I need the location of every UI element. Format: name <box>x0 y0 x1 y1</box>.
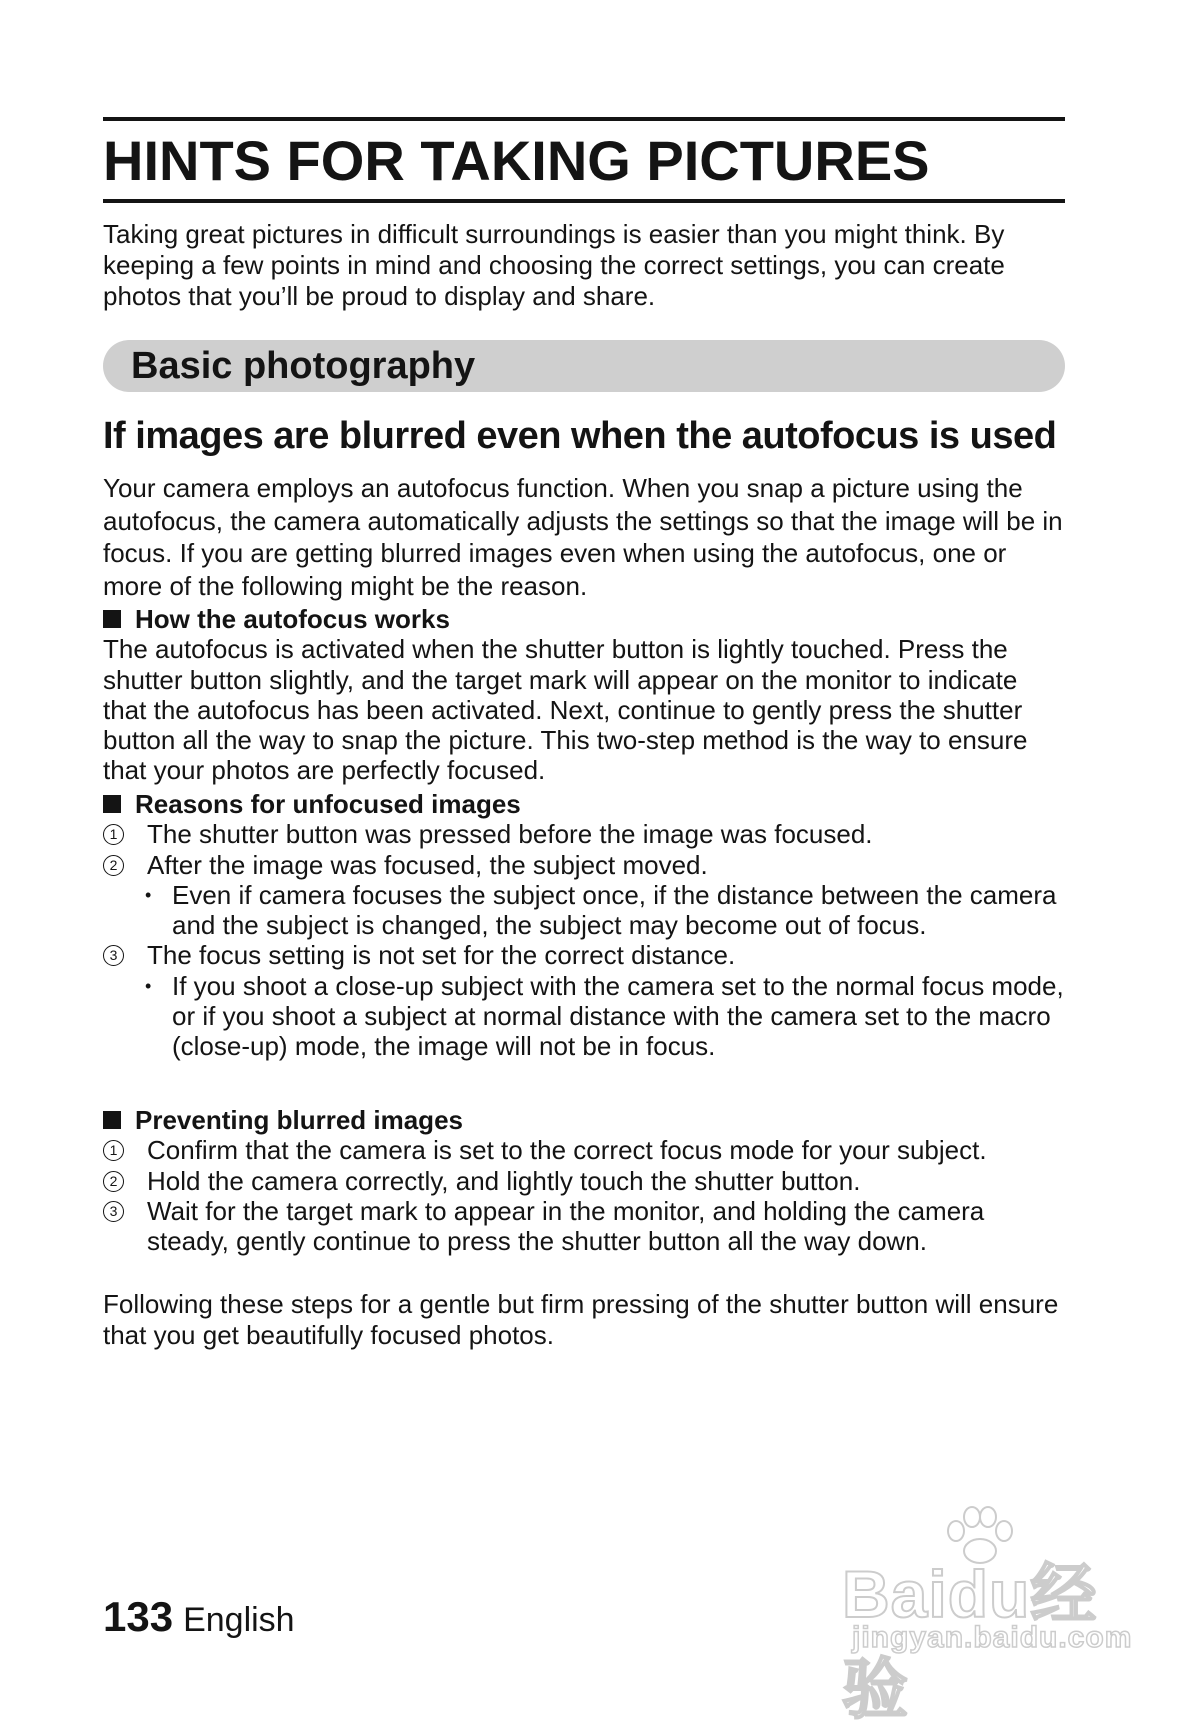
section-title: Basic photography <box>131 345 476 387</box>
page-title: HINTS FOR TAKING PICTURES <box>103 129 930 192</box>
subsection-title: If images are blurred even when the autofocus is used <box>103 415 1057 457</box>
circled-number-icon: 2 <box>103 855 124 876</box>
list-item: 3 The focus setting is not set for the correct distance. <box>103 940 1065 970</box>
list-item: 1 The shutter button was pressed before the image was focused. <box>103 819 1065 849</box>
square-bullet-icon <box>103 1111 121 1129</box>
list-item: 2 After the image was focused, the subject moved. <box>103 850 1065 880</box>
title-bottom-rule <box>103 199 1065 203</box>
how-autofocus-works-block <box>103 604 1065 786</box>
square-bullet-icon <box>103 610 121 628</box>
page-footer <box>103 1593 295 1641</box>
reasons-block <box>103 789 1065 1062</box>
how-text: The autofocus is activated when the shutter button is lightly touched. Press the shutter button slightly, and the target mark will appear on the monitor to indicate that the autofocus has been activated. Next, continue to gently press the shutter button all the way to snap the picture. This two-step method is the way to ensure that your photos are perfectly focused. <box>103 634 1028 786</box>
title-top-rule <box>103 117 1065 121</box>
page-number: 133 <box>103 1593 174 1640</box>
list-item: 3 Wait for the target mark to appear in the monitor, and holding the camera steady, gently continue to press the shutter button all the way down. <box>103 1196 1065 1257</box>
circled-number-icon: 3 <box>103 945 124 966</box>
sub-bullet: • If you shoot a close-up subject with the camera set to the normal focus mode, or if you shoot a subject at normal distance with the camera set to the macro (close-up) mode, the image will not be in focus. <box>145 970 1064 1062</box>
circled-number-icon: 2 <box>103 1171 124 1192</box>
bullet-dot-icon: • <box>145 884 152 905</box>
circled-number-icon: 1 <box>103 1140 124 1161</box>
section-header-band <box>103 340 1065 392</box>
watermark-url: jingyan.baidu.com <box>852 1621 1133 1654</box>
preventing-heading: Preventing blurred images <box>103 1105 1065 1135</box>
preventing-block <box>103 1105 1065 1256</box>
closing-paragraph: Following these steps for a gentle but firm pressing of the shutter button will ensure that you get beautifully focused photos. <box>103 1289 1059 1350</box>
circled-number-icon: 1 <box>103 824 124 845</box>
intro-paragraph: Taking great pictures in difficult surroundings is easier than you might think. By keeping a few points in mind and choosing the correct settings, you can create photos that you’ll be proud to display and share. <box>103 219 1005 311</box>
lead-paragraph: Your camera employs an autofocus function. When you snap a picture using the autofocus, the camera automatically adjusts the settings so that the image will be in focus. If you are getting blurred images even when using the autofocus, one or more of the following might be the reason. <box>103 473 1063 601</box>
list-item: 1 Confirm that the camera is set to the correct focus mode for your subject. <box>103 1135 1065 1165</box>
baidu-watermark <box>842 1505 1133 1726</box>
square-bullet-icon <box>103 795 121 813</box>
watermark-text: Baidu经验 <box>842 1557 1098 1726</box>
sub-bullet: • Even if camera focuses the subject once, if the distance between the camera and the subject is changed, the subject may become out of focus. <box>145 879 1057 941</box>
list-item: 2 Hold the camera correctly, and lightly touch the shutter button. <box>103 1166 1065 1196</box>
page-language: English <box>183 1601 295 1639</box>
bullet-dot-icon: • <box>145 975 152 996</box>
circled-number-icon: 3 <box>103 1201 124 1222</box>
how-heading: How the autofocus works <box>103 604 1065 634</box>
reasons-heading: Reasons for unfocused images <box>103 789 1065 819</box>
